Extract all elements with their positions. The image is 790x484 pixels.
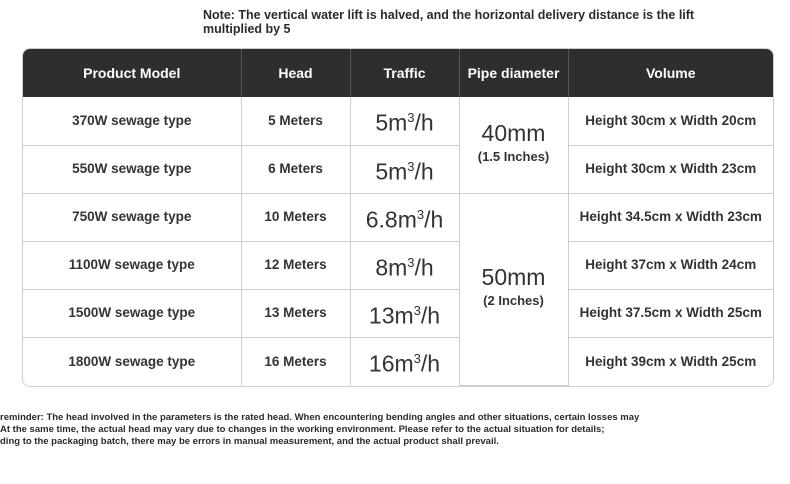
reminder-text bbox=[0, 412, 790, 448]
cell-traffic bbox=[350, 241, 459, 289]
cell-pipe-diameter bbox=[459, 97, 568, 193]
flow-value: 13m bbox=[368, 302, 414, 329]
cell-pipe-diameter bbox=[459, 193, 568, 385]
table-row bbox=[23, 193, 773, 241]
table-row bbox=[23, 241, 773, 289]
cell-model: 1100W sewage type bbox=[23, 241, 241, 289]
flow-value: 6.8m bbox=[365, 206, 417, 233]
cell-volume: Height 37cm x Width 24cm bbox=[568, 241, 773, 289]
cell-head: 10 Meters bbox=[241, 193, 350, 241]
flow-exponent: 3 bbox=[413, 351, 421, 367]
flow-value: 5m bbox=[375, 110, 408, 137]
flow-unit: /h bbox=[420, 302, 441, 329]
table-row bbox=[23, 337, 773, 385]
cell-model: 1500W sewage type bbox=[23, 289, 241, 337]
reminder-line: reminder: The head involved in the parameters is the rated head. When encountering bending angles and other situations, certain losses may bbox=[0, 412, 640, 423]
cell-head: 16 Meters bbox=[241, 337, 350, 385]
pipe-inches: (1.5 Inches) bbox=[477, 148, 550, 164]
cell-head: 13 Meters bbox=[241, 289, 350, 337]
cell-head: 5 Meters bbox=[241, 97, 350, 145]
cell-model: 550W sewage type bbox=[23, 145, 241, 193]
flow-unit: /h bbox=[424, 206, 444, 233]
flow-unit: /h bbox=[414, 158, 434, 185]
cell-traffic bbox=[350, 97, 459, 145]
flow-unit: /h bbox=[420, 351, 441, 378]
flow-unit: /h bbox=[414, 110, 434, 137]
reminder-line: At the same time, the actual head may vary due to changes in the working environment. Please refer to the actual situation for details; bbox=[0, 424, 605, 435]
reminder-line: ding to the packaging batch, there may be errors in manual measurement, and the actual product shall prevail. bbox=[0, 436, 499, 447]
cell-volume: Height 37.5cm x Width 25cm bbox=[568, 289, 773, 337]
cell-traffic bbox=[350, 289, 459, 337]
header-pipe-diameter: Pipe diameter bbox=[459, 49, 568, 97]
flow-exponent: 3 bbox=[407, 110, 415, 126]
cell-volume: Height 39cm x Width 25cm bbox=[585, 353, 757, 369]
cell-volume: Height 34.5cm x Width 23cm bbox=[568, 193, 773, 241]
header-head: Head bbox=[241, 49, 350, 97]
spec-table bbox=[23, 49, 773, 386]
cell-model: 750W sewage type bbox=[23, 193, 241, 241]
header-volume: Volume bbox=[568, 49, 773, 97]
note-text: Note: The vertical water lift is halved, and the horizontal delivery distance is the lift multiplied by 5 bbox=[203, 8, 695, 36]
pipe-inches: (2 Inches) bbox=[483, 293, 544, 309]
table-row bbox=[23, 289, 773, 337]
flow-unit: /h bbox=[414, 254, 434, 281]
pipe-size: 50mm bbox=[481, 264, 546, 291]
table-row bbox=[23, 97, 773, 145]
cell-head: 6 Meters bbox=[241, 145, 350, 193]
flow-exponent: 3 bbox=[407, 254, 415, 270]
cell-traffic bbox=[350, 145, 459, 193]
flow-exponent: 3 bbox=[407, 158, 415, 174]
spec-table-container bbox=[22, 48, 774, 387]
flow-exponent: 3 bbox=[413, 303, 421, 319]
cell-model: 1800W sewage type bbox=[23, 337, 241, 385]
cell-traffic bbox=[350, 337, 459, 385]
cell-volume: Height 30cm x Width 23cm bbox=[568, 145, 773, 193]
flow-value: 16m bbox=[368, 351, 414, 378]
cell-model: 370W sewage type bbox=[23, 97, 241, 145]
pipe-size: 40mm bbox=[481, 119, 546, 146]
table-header-row bbox=[23, 49, 773, 97]
table-row bbox=[23, 145, 773, 193]
header-traffic: Traffic bbox=[350, 49, 459, 97]
header-product-model: Product Model bbox=[23, 49, 241, 97]
flow-exponent: 3 bbox=[416, 206, 425, 222]
cell-head: 12 Meters bbox=[241, 241, 350, 289]
cell-volume: Height 30cm x Width 20cm bbox=[568, 97, 773, 145]
cell-traffic bbox=[350, 193, 459, 241]
flow-value: 5m bbox=[375, 158, 408, 185]
flow-value: 8m bbox=[375, 254, 408, 281]
